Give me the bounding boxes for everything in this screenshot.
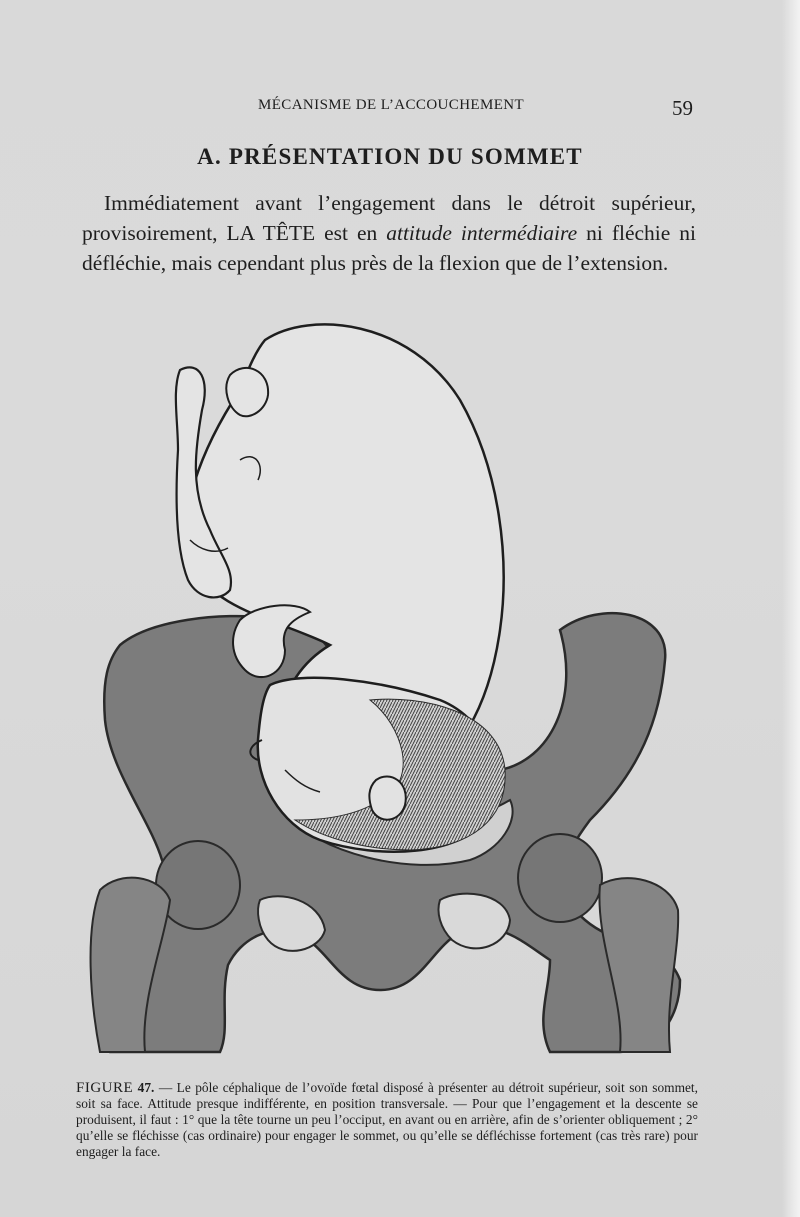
caption-text: — Le pôle céphalique de l’ovoïde fœtal disposé à présenter au détroit supérieur, soit son sommet, soit sa face. Attitude presque indifférente, en position transversale. — Pour que l’engagement et la descente se produisent, il faut : 1° que la tête tourne un peu l’occiput, en avant ou en arrière, afin de s’orienter obliquement ; 2° qu’elle se fléchisse (cas ordinaire) pour engager le sommet, ou qu’elle se défléchisse fortement (cas très rare) pour engager la face. [76,1080,698,1159]
figure-number: 47. [137,1080,155,1095]
paragraph-part-1: Immédiatement avant l’engagement dans le détroit supérieur, provisoirement, LA TÊTE est en [82,191,696,245]
page-edge [782,0,800,1217]
figure-caption [76,1080,698,1160]
figure-47-illustration [80,300,700,1075]
section-title: A. PRÉSENTATION DU SOMMET [197,144,583,169]
running-head: MÉCANISME DE L’ACCOUCHEMENT [258,97,525,113]
paragraph-emphasis: attitude intermédiaire [386,221,578,245]
figure-label: FIGURE [76,1080,134,1096]
paragraph-part-2: ni fléchie ni défléchie, mais cependant plus près de la flexion que de l’extension. [82,221,697,275]
page-number: 59 [672,96,693,120]
body-paragraph [82,188,696,278]
